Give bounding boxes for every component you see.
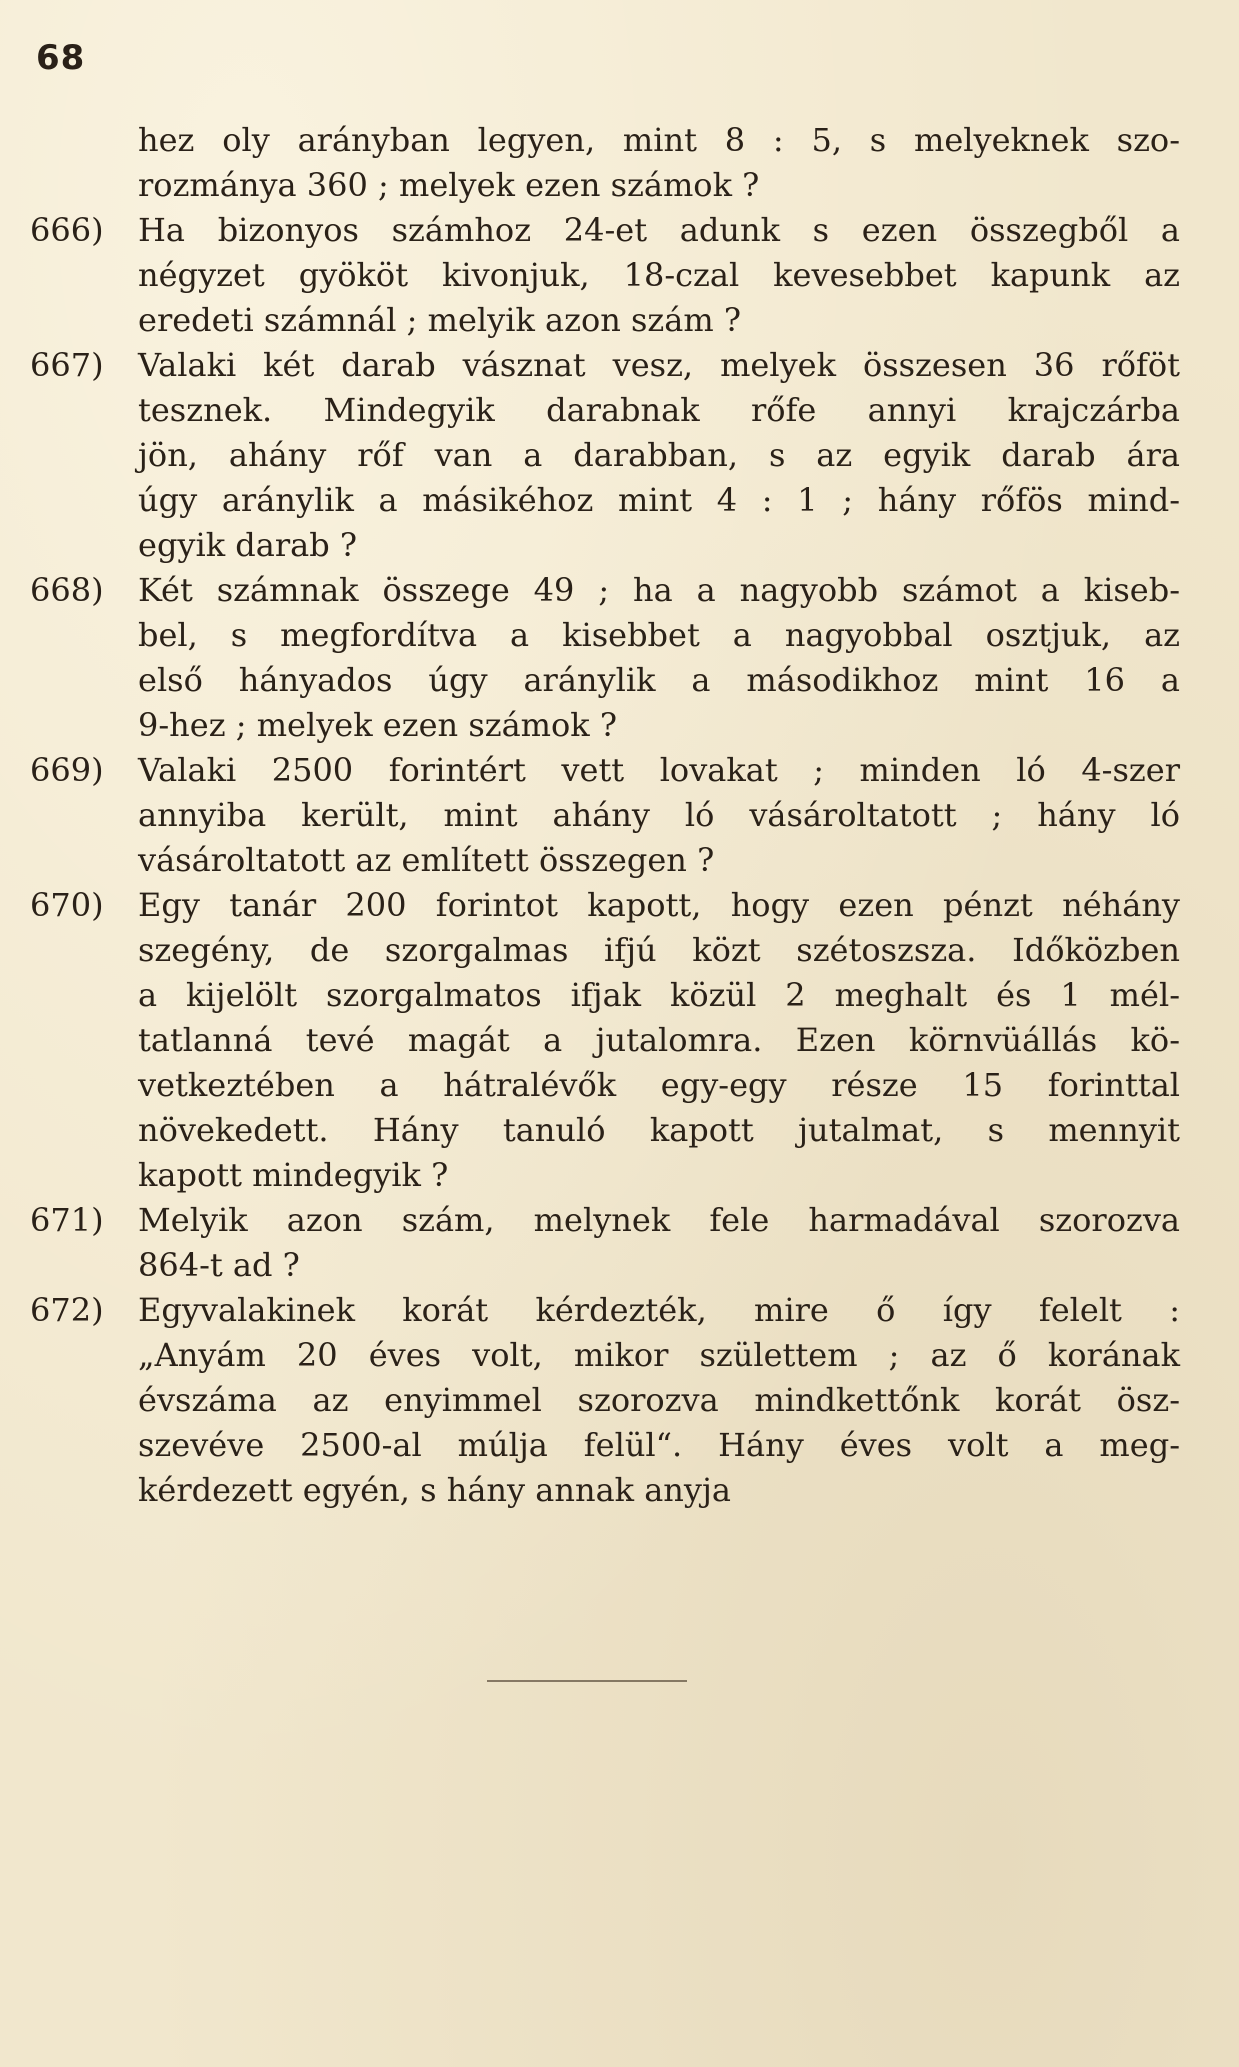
problem-number: 671): [30, 1201, 104, 1239]
end-rule: [487, 1680, 687, 1682]
problem-line: kapott mindegyik ?: [138, 1156, 449, 1194]
problem-667-line: [30, 343, 1180, 388]
problem-line: szevéve 2500-al múlja felül“. Hány éves volt a meg-: [138, 1426, 1180, 1464]
problem-line: rozmánya 360 ; melyek ezen számok ?: [138, 166, 760, 204]
problem-line: négyzet gyököt kivonjuk, 18-czal kevesebbet kapunk az: [138, 256, 1180, 294]
problem-670-line: [30, 883, 1180, 928]
problem-line: szegény, de szorgalmas ifjú közt szétoszsza. Időközben: [138, 931, 1180, 969]
problem-line: hez oly arányban legyen, mint 8 : 5, s melyeknek szo-: [138, 121, 1180, 159]
problem-number: 667): [30, 346, 104, 384]
page-number: 68: [36, 38, 86, 78]
problem-line: úgy aránylik a másikéhoz mint 4 : 1 ; hány rőfös mind-: [138, 481, 1180, 519]
problem-text: Egy tanár 200 forintot kapott, hogy ezen pénzt néhány: [138, 886, 1180, 924]
problem-line: eredeti számnál ; melyik azon szám ?: [138, 301, 742, 339]
problem-line: növekedett. Hány tanuló kapott jutalmat, s mennyit: [138, 1111, 1180, 1149]
problem-text: Két számnak összege 49 ; ha a nagyobb számot a kiseb-: [138, 571, 1180, 609]
problem-line: tatlanná tevé magát a jutalomra. Ezen körnvüállás kö-: [138, 1021, 1180, 1059]
problem-line: bel, s megfordítva a kisebbet a nagyobbal osztjuk, az: [138, 616, 1180, 654]
problem-line: vetkeztében a hátralévők egy-egy része 15 forinttal: [138, 1066, 1180, 1104]
problem-text: Valaki két darab vásznat vesz, melyek összesen 36 rőföt: [138, 346, 1180, 384]
problem-text: Melyik azon szám, melynek fele harmadával szorozva: [138, 1201, 1180, 1239]
problem-number: 669): [30, 751, 104, 789]
problem-text: Valaki 2500 forintért vett lovakat ; minden ló 4-szer: [138, 751, 1180, 789]
problem-number: 666): [30, 211, 104, 249]
problem-line: egyik darab ?: [138, 526, 358, 564]
problem-list: [30, 118, 1180, 1513]
problem-line: kérdezett egyén, s hány annak anyja: [138, 1471, 731, 1509]
problem-666-line: [30, 208, 1180, 253]
problem-line: első hányados úgy aránylik a másodikhoz mint 16 a: [138, 661, 1180, 699]
problem-line: tesznek. Mindegyik darabnak rőfe annyi krajczárba: [138, 391, 1180, 429]
problem-669-line: [30, 748, 1180, 793]
problem-text: Ha bizonyos számhoz 24-et adunk s ezen összegből a: [138, 211, 1180, 249]
problem-671-line: [30, 1198, 1180, 1243]
problem-text: Egyvalakinek korát kérdezték, mire ő így felelt :: [138, 1291, 1180, 1329]
problem-line: 864-t ad ?: [138, 1246, 300, 1284]
problem-line: jön, ahány rőf van a darabban, s az egyik darab ára: [138, 436, 1180, 474]
problem-668-line: [30, 568, 1180, 613]
problem-number: 670): [30, 886, 104, 924]
problem-line: a kijelölt szorgalmatos ifjak közül 2 meghalt és 1 mél-: [138, 976, 1180, 1014]
problem-line: annyiba került, mint ahány ló vásároltatott ; hány ló: [138, 796, 1180, 834]
problem-line: évszáma az enyimmel szorozva mindkettőnk korát ösz-: [138, 1381, 1180, 1419]
problem-line: „Anyám 20 éves volt, mikor születtem ; az ő korának: [138, 1336, 1180, 1374]
problem-number: 672): [30, 1291, 104, 1329]
problem-line: vásároltatott az említett összegen ?: [138, 841, 715, 879]
problem-line: 9-hez ; melyek ezen számok ?: [138, 706, 617, 744]
problem-number: 668): [30, 571, 104, 609]
problem-672-line: [30, 1288, 1180, 1333]
